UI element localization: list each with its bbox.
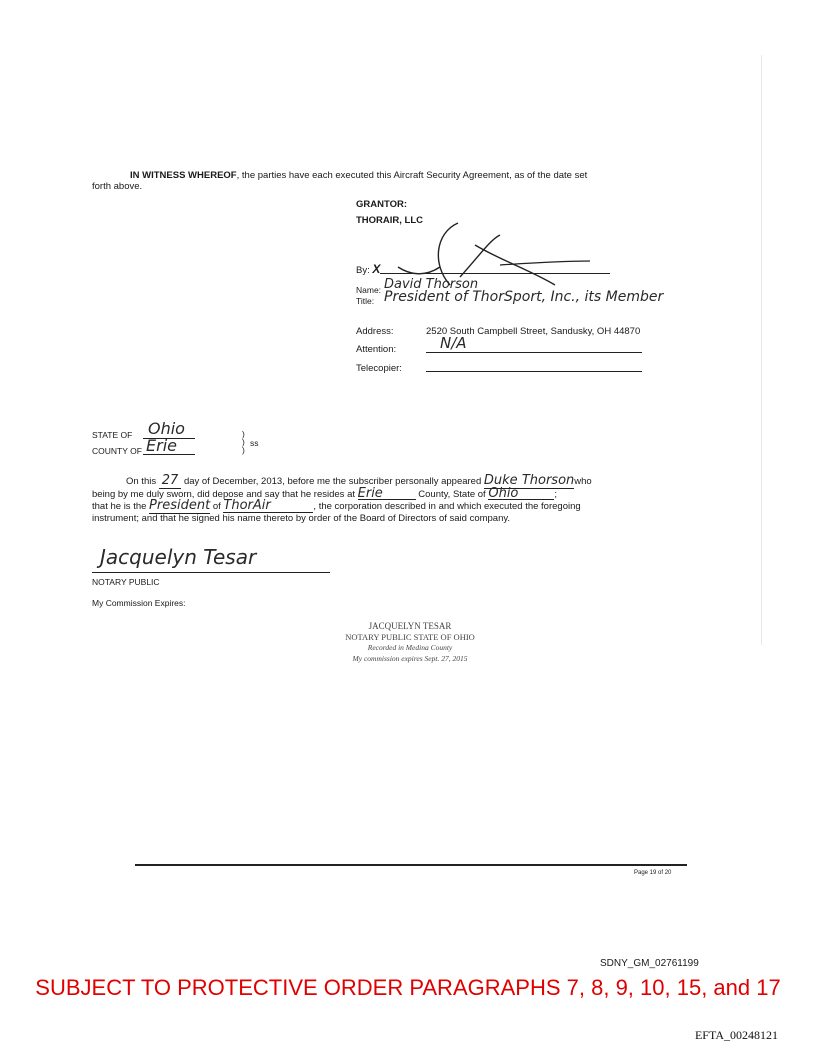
title-label: Title:: [356, 296, 375, 306]
state-value: Ohio: [148, 419, 185, 438]
attention-line: [426, 352, 642, 353]
county-label: COUNTY OF: [92, 446, 142, 456]
name-label: Name:: [356, 285, 382, 295]
protective-order-banner: SUBJECT TO PROTECTIVE ORDER PARAGRAPHS 7, 8, 9, 10, 15, and 17: [35, 975, 781, 1000]
footer-rule: [135, 864, 687, 866]
ss-text: ss: [250, 438, 259, 448]
grantor-heading: GRANTOR:: [356, 199, 408, 210]
ack-p7: that he is the: [92, 501, 147, 512]
ack-p2: day of December, 2013, before me the subscriber personally appeared: [183, 476, 482, 487]
state-paren: ): [242, 429, 245, 439]
acknowledgment-paragraph: [92, 475, 686, 524]
by-label: [356, 262, 380, 276]
county-paren: ): [242, 445, 245, 455]
notary-signature: Jacquelyn Tesar: [100, 545, 257, 569]
ack-state: Ohio: [488, 488, 554, 501]
telecopier-line: [426, 371, 642, 372]
attention-label: Attention:: [356, 344, 397, 355]
ack-p9: , the corporation described in and which executed the foregoing: [313, 501, 581, 512]
ack-p4: being by me duly sworn, did depose and say that he resides at: [92, 488, 355, 500]
name-value: David Thorson: [384, 277, 479, 292]
witness-lead: IN WITNESS WHEREOF: [130, 170, 237, 181]
witness-text: , the parties have each executed this Aircraft Security Agreement, as of the date set: [236, 170, 588, 181]
page-number: Page 19 of 20: [634, 870, 672, 876]
by-label-text: By:: [356, 265, 370, 276]
commission-label: My Commission Expires:: [92, 598, 186, 608]
ack-day: 27: [159, 473, 182, 489]
grantor-company: THORAIR, LLC: [356, 215, 424, 226]
county-line: [143, 454, 195, 455]
telecopier-label: Telecopier:: [356, 363, 402, 374]
attention-value: N/A: [440, 334, 467, 352]
address-value: 2520 South Campbell Street, Sandusky, OH 44870: [426, 326, 641, 337]
ack-person: Duke Thorson: [483, 473, 575, 488]
efta-number: EFTA_00248121: [694, 1028, 778, 1042]
witness-text-2: forth above.: [92, 181, 143, 192]
by-x-mark: X: [372, 262, 381, 276]
title-value: President of ThorSport, Inc., its Member: [384, 289, 664, 305]
ack-resides: Erie: [358, 488, 416, 501]
ack-company: ThorAir: [223, 500, 313, 513]
ack-p5: County, State of: [418, 488, 486, 500]
ack-p8: of: [212, 501, 221, 512]
ack-office: President: [149, 498, 211, 513]
state-label: STATE OF: [92, 430, 133, 440]
stamp-line-4: My commission expires Sept. 27, 2015: [352, 654, 468, 663]
by-signature-line: [380, 273, 610, 274]
stamp-line-3: Recorded in Medina County: [367, 643, 453, 652]
witness-paragraph: [92, 170, 686, 192]
page-margin-rule: [761, 55, 762, 645]
stamp-line-1: JACQUELYN TESAR: [368, 621, 452, 631]
address-label: Address:: [356, 326, 394, 337]
notary-signature-line: [92, 572, 330, 573]
stamp-line-2: NOTARY PUBLIC STATE OF OHIO: [345, 632, 475, 642]
county-value: Erie: [146, 436, 177, 455]
ack-p6: ;: [554, 488, 557, 500]
ack-p10: instrument; and that he signed his name thereto by order of the Board of Directors of said company.: [92, 512, 511, 524]
ss-paren: ): [242, 437, 245, 447]
notary-label: NOTARY PUBLIC: [92, 577, 160, 587]
ack-p3: who: [574, 476, 592, 487]
ack-p1: On this: [126, 476, 157, 487]
bates-number: SDNY_GM_02761199: [600, 958, 699, 969]
